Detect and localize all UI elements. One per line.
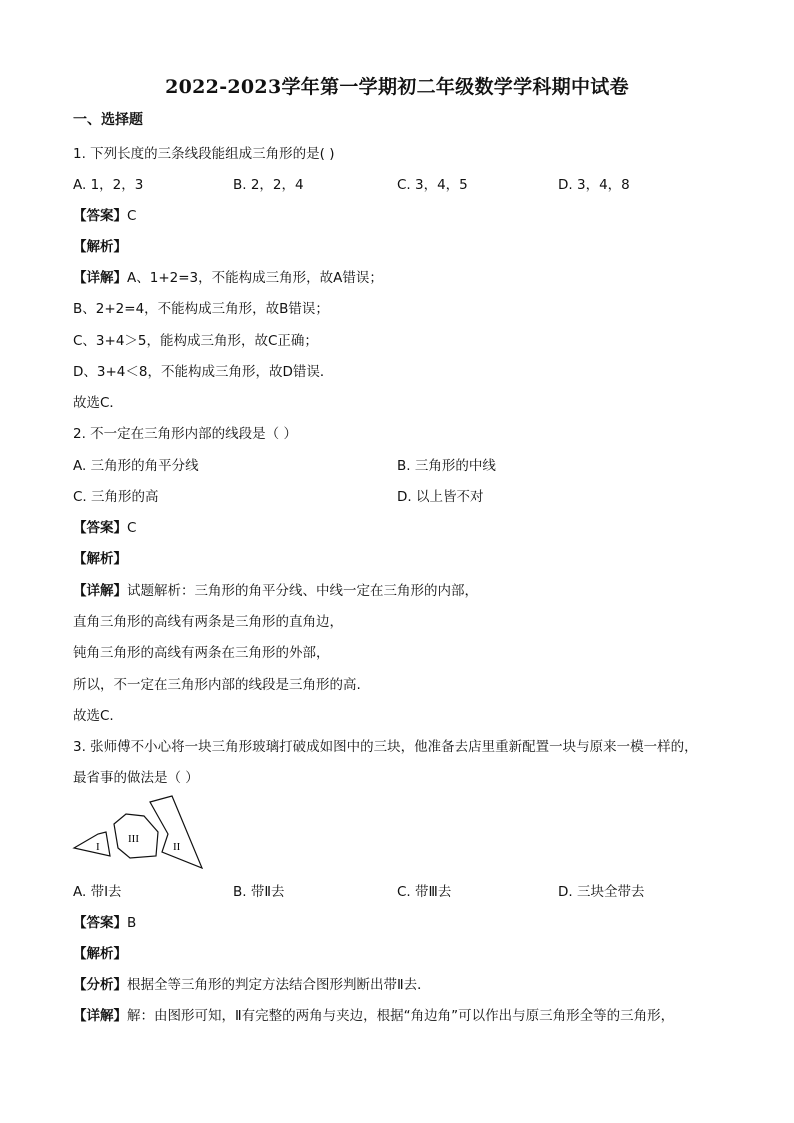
q1-detail-1 <box>73 266 383 286</box>
q2-detail-2: 直角三角形的高线有两条是三角形的直角边， <box>73 614 343 630</box>
q3-detail <box>73 1004 674 1024</box>
q1-stem: 1. 下列长度的三条线段能组成三角形的是( ) <box>73 146 335 162</box>
q3-answer <box>73 911 136 931</box>
q2-conclusion: 故选C. <box>73 708 114 724</box>
answer-tag: 【答案】 <box>73 520 127 536</box>
q3-fenxi <box>73 973 431 993</box>
broken-triangle-figure <box>70 790 210 870</box>
q2-detail-1 <box>73 579 478 599</box>
q3-fenxi-text: 根据全等三角形的判定方法结合图形判断出带Ⅱ去． <box>127 977 431 993</box>
q1-detail-4: D、3+4＜8，不能构成三角形，故D错误． <box>73 364 334 380</box>
detail-tag: 【详解】 <box>73 583 127 599</box>
fenxi-tag: 【分析】 <box>73 977 127 993</box>
q2-stem: 2. 不一定在三角形内部的线段是（ ） <box>73 426 297 442</box>
q2-detail-3: 钝角三角形的高线有两条在三角形的外部， <box>73 645 330 661</box>
q3-detail-text: 解：由图形可知，Ⅱ有完整的两角与夹边，根据“角边角”可以作出与原三角形全等的三角形， <box>127 1008 675 1024</box>
q1-detail-text-1: A、1+2=3，不能构成三角形，故A错误； <box>127 270 383 286</box>
q2-analysis-tag: 【解析】 <box>73 551 127 567</box>
section-heading: 一、选择题 <box>73 112 143 128</box>
q3-option-a: A. 带Ⅰ去 <box>73 884 122 900</box>
detail-tag: 【详解】 <box>73 1008 127 1024</box>
label-piece-two: II <box>173 841 181 853</box>
q1-answer <box>73 204 136 224</box>
label-piece-three: III <box>128 833 139 845</box>
q3-answer-value: B <box>127 915 137 931</box>
piece-one <box>74 832 110 856</box>
q3-stem-1: 3. 张师傅不小心将一块三角形玻璃打破成如图中的三块，他准备去店里重新配置一块与原来一模一样的， <box>73 739 698 755</box>
q2-option-b: B. 三角形的中线 <box>397 458 496 474</box>
q1-analysis-tag: 【解析】 <box>73 239 127 255</box>
q2-option-a: A. 三角形的角平分线 <box>73 458 199 474</box>
q3-option-b: B. 带Ⅱ去 <box>233 884 285 900</box>
detail-tag: 【详解】 <box>73 270 127 286</box>
page-title: 2022-2023学年第一学期初二年级数学学科期中试卷 <box>165 76 629 98</box>
q1-detail-3: C、3+4＞5，能构成三角形，故C正确； <box>73 333 318 349</box>
q3-option-d: D. 三块全带去 <box>558 884 645 900</box>
q1-answer-value: C <box>127 208 137 224</box>
q2-answer <box>73 516 136 536</box>
q2-answer-value: C <box>127 520 137 536</box>
q1-option-b: B. 2，2，4 <box>233 177 304 193</box>
q1-option-c: C. 3，4，5 <box>397 177 468 193</box>
q3-analysis-tag: 【解析】 <box>73 946 127 962</box>
answer-tag: 【答案】 <box>73 208 127 224</box>
q2-option-c: C. 三角形的高 <box>73 489 159 505</box>
q2-detail-text-1: 试题解析：三角形的角平分线、中线一定在三角形的内部， <box>127 583 478 599</box>
q3-stem-2: 最省事的做法是（ ） <box>73 770 199 786</box>
q1-option-d: D. 3，4，8 <box>558 177 630 193</box>
q1-option-a: A. 1，2，3 <box>73 177 144 193</box>
q3-option-c: C. 带Ⅲ去 <box>397 884 452 900</box>
q2-option-d: D. 以上皆不对 <box>397 489 484 505</box>
q2-detail-4: 所以，不一定在三角形内部的线段是三角形的高. <box>73 677 361 693</box>
answer-tag: 【答案】 <box>73 915 127 931</box>
label-piece-one: I <box>96 841 100 853</box>
q1-conclusion: 故选C． <box>73 395 123 411</box>
q1-detail-2: B、2+2=4，不能构成三角形，故B错误； <box>73 301 329 317</box>
